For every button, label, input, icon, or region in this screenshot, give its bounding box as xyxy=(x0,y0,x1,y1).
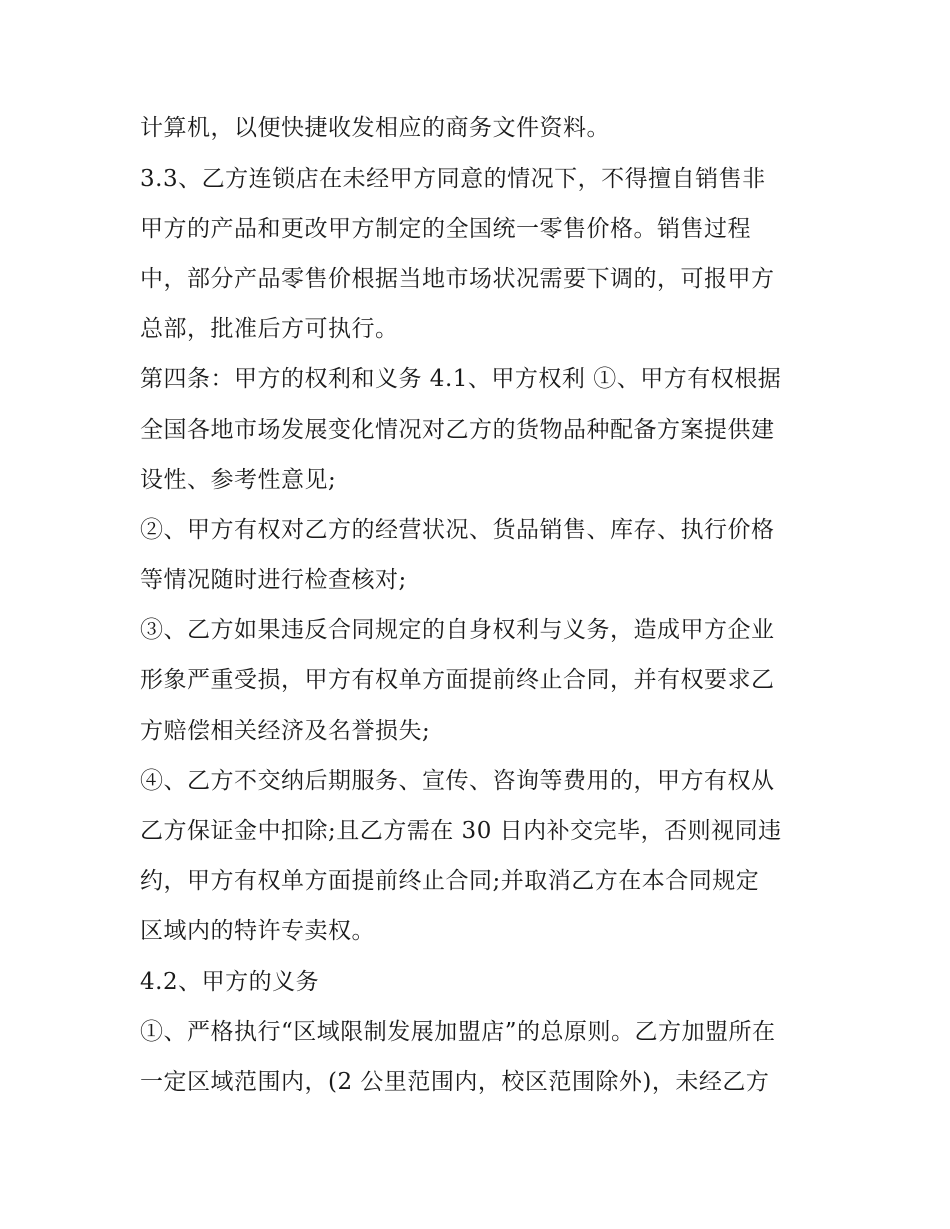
text-line: 总部，批准后方可执行。 xyxy=(140,316,399,342)
text-line: 甲方的产品和更改甲方制定的全国统一零售价格。销售过程 xyxy=(140,216,751,242)
text-line: 计算机，以便快捷收发相应的商务文件资料。 xyxy=(140,115,610,141)
text-line: 3.3、乙方连锁店在未经甲方同意的情况下，不得擅自销售非 xyxy=(140,166,766,192)
text-line: 乙方保证金中扣除;且乙方需在 30 日内补交完毕，否则视同违 xyxy=(140,818,782,844)
section-heading: 4.2、甲方的义务 xyxy=(140,969,320,995)
text-line: 形象严重受损，甲方有权单方面提前终止合同，并有权要求乙 xyxy=(140,667,775,693)
text-line: 第四条：甲方的权利和义务 4.1、甲方权利 ①、甲方有权根据 xyxy=(140,366,782,392)
text-line: ①、严格执行“区域限制发展加盟店”的总原则。乙方加盟所在 xyxy=(140,1019,776,1045)
text-line: 一定区域范围内，(2 公里范围内，校区范围除外)，未经乙方 xyxy=(140,1069,770,1095)
text-line: 区域内的特许专卖权。 xyxy=(140,918,375,944)
text-line: ③、乙方如果违反合同规定的自身权利与义务，造成甲方企业 xyxy=(140,617,775,643)
text-line: 等情况随时进行检查核对; xyxy=(140,567,407,593)
text-line: 方赔偿相关经济及名誉损失; xyxy=(140,718,431,744)
text-line: 全国各地市场发展变化情况对乙方的货物品种配备方案提供建 xyxy=(140,417,775,443)
text-line: 中，部分产品零售价根据当地市场状况需要下调的，可报甲方 xyxy=(140,266,775,292)
text-line: 约，甲方有权单方面提前终止合同;并取消乙方在本合同规定 xyxy=(140,868,760,894)
text-line: 设性、参考性意见; xyxy=(140,467,337,493)
text-line: ②、甲方有权对乙方的经营状况、货品销售、库存、执行价格 xyxy=(140,517,775,543)
text-line: ④、乙方不交纳后期服务、宣传、咨询等费用的，甲方有权从 xyxy=(140,768,775,794)
